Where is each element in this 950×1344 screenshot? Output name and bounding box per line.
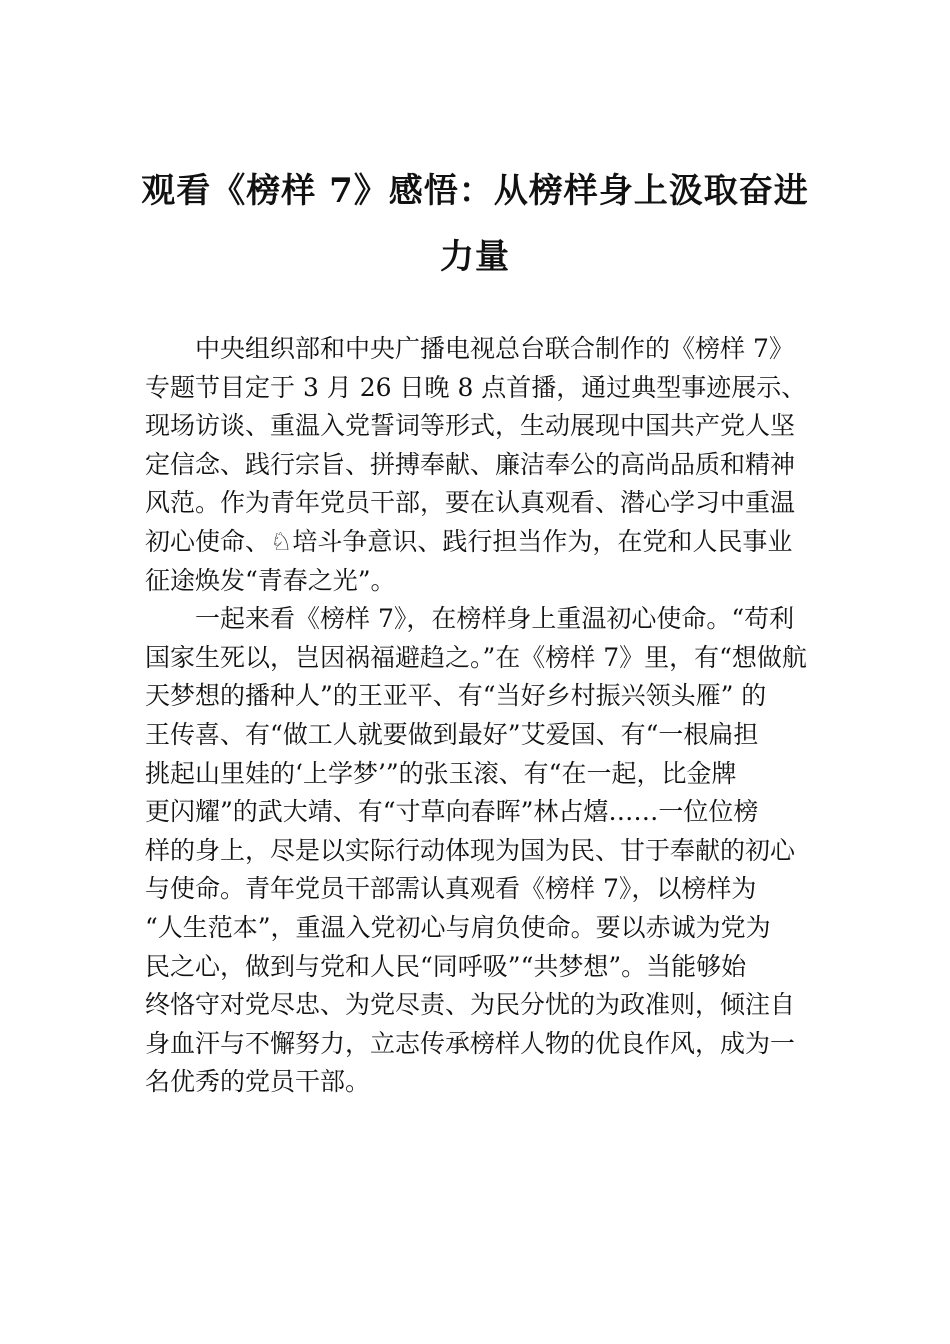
paragraph-line: 更闪耀”的武大靖、有“寸草向春晖”林占熺……一位位榜	[145, 797, 759, 827]
paragraph-line: 与使命。青年党员干部需认真观看《榜样 7》，以榜样为	[145, 874, 757, 904]
title-line-2: 力量	[440, 237, 510, 277]
paragraph-line: 民之心，做到与党和人民“同呼吸”“共梦想”。当能够始	[145, 951, 747, 981]
paragraph-line: 现场访谈、重温入党誓词等形式，生动展现中国共产党人坚	[145, 411, 796, 441]
paragraph-2	[145, 600, 835, 1102]
paragraph-line: 中央组织部和中央广播电视总台联合制作的《榜样 7》	[145, 334, 794, 363]
paragraph-line: 一起来看《榜样 7》，在榜样身上重温初心使命。“苟利	[145, 604, 795, 634]
paragraph-line: 天梦想的播种人”的王亚平、有“当好乡村振兴领头雁” 的	[145, 681, 767, 711]
paragraph-line: 专题节目定于 3 月 26 日晚 8 点首播，通过典型事迹展示、	[145, 372, 807, 402]
paragraph-line: 终恪守对党尽忠、为党尽责、为民分忧的为政准则，倾注自	[145, 990, 796, 1020]
paragraph-line: 征途焕发“青春之光”。	[145, 565, 396, 595]
paragraph-line: 风范。作为青年党员干部，要在认真观看、潜心学习中重温	[145, 488, 796, 518]
paragraph-line: 国家生死以，岂因祸福避趋之。”在《榜样 7》里，有“想做航	[145, 642, 807, 672]
document-title	[120, 158, 830, 290]
title-line-1: 观看《榜样 7》感悟：从榜样身上汲取奋进	[141, 171, 809, 211]
paragraph-line: 名优秀的党员干部。	[145, 1067, 371, 1097]
paragraph-line: “人生范本”，重温入党初心与肩负使命。要以赤诚为党为	[145, 912, 771, 942]
paragraph-line: 样的身上，尽是以实际行动体现为国为民、甘于奉献的初心	[145, 835, 796, 865]
paragraph-line: 定信念、践行宗旨、拼搏奉献、廉洁奉公的高尚品质和精神	[145, 449, 796, 479]
paragraph-line: 挑起山里娃的‘上学梦’”的张玉滚、有“在一起，比金牌	[145, 758, 737, 788]
paragraph-line: 初心使命、♘培斗争意识、践行担当作为，在党和人民事业	[145, 526, 793, 556]
paragraph-1	[145, 330, 835, 600]
paragraph-line: 身血汗与不懈努力，立志传承榜样人物的优良作风，成为一	[145, 1028, 796, 1058]
document-body	[145, 330, 835, 1102]
paragraph-line: 王传喜、有“做工人就要做到最好”艾爱国、有“一根扁担	[145, 719, 759, 749]
